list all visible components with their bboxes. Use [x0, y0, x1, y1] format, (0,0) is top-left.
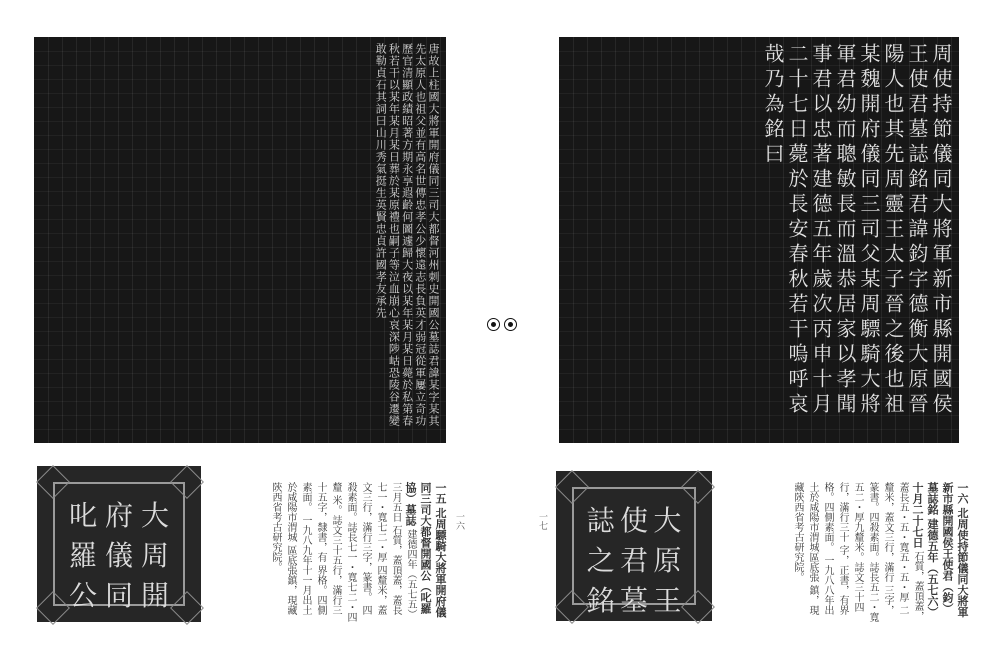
- right-caption-date: 建德五年（五七六）十月二十七日: [911, 482, 939, 618]
- seal-character: 府: [105, 499, 134, 532]
- seal-character: 同: [105, 579, 134, 612]
- seal-character: 儀: [105, 539, 134, 572]
- left-caption: [258, 482, 448, 622]
- right-caption: [770, 482, 970, 622]
- seal-character: 大: [653, 504, 682, 537]
- left-caption-number: 一五: [434, 482, 447, 504]
- left-cover-rubbing: [37, 466, 201, 622]
- seal-character: 開: [141, 579, 170, 612]
- right-cover-seal: [584, 499, 684, 617]
- right-caption-title: 北周使持節儀同大將軍新市縣開國侯王使君（鈞）墓誌銘: [926, 482, 969, 618]
- seal-character: 王: [653, 584, 682, 617]
- right-page-number: 一七: [537, 512, 547, 530]
- left-caption-body: 建德四年（五七五）三月五日 石質，蓋頂蓋，蓋長七一・寬七二・厚 四釐米，蓋文三行，滿行三字，篆書。 四殺素面。誌長七一・寬七二・四釐 米。誌文三十五行，滿行三十五字，隸書，有 界格。四側素面。 一九八九年十一月出土於咸陽市渭城 區底張鎮，現藏陝西省考古研究院。: [270, 482, 416, 622]
- seal-character: 大: [141, 499, 170, 532]
- seal-character: 銘: [586, 584, 615, 617]
- seal-character: 之: [586, 544, 615, 577]
- seal-character: 墓: [620, 584, 649, 617]
- right-caption-body: 石質，蓋頂蓋，蓋長五・五・寬五・五・厚 二釐米，蓋文三行，滿行 三字，篆書。四殺素面。誌長五二・寬 五二・厚九釐米。誌文三十四行，滿行三十 字，正書，有界格。四側素面。 一九八八年出土於咸陽市渭城區底張 鎮，現藏陝西省考古研究院。: [792, 482, 923, 622]
- left-cover-seal: [65, 494, 173, 612]
- gutter-bullet-icon: [504, 318, 517, 331]
- left-inscription-rubbing: [34, 37, 446, 443]
- gutter-bullet-icon: [487, 318, 500, 331]
- seal-character: 原: [653, 544, 682, 577]
- seal-character: 叱: [69, 499, 98, 532]
- seal-character: 使: [620, 504, 649, 537]
- seal-character: 周: [141, 539, 170, 572]
- right-caption-number: 一六: [956, 482, 969, 504]
- seal-character: 君: [620, 544, 649, 577]
- left-rubbing-text: 唐故上柱國大將軍開府儀同三司大都督河州刺史開國公墓誌君諱某字某其先太原人也祖父並有高名世傳忠孝公少懷遠志長負英才弱冠從軍屢立奇功歷官清顯政績昭著方期永享遐齡何圖遽歸大夜以某年某月某日薨於私第春秋若干以某年某月某日葬於某原禮也嗣子等泣血崩心哀深陟岵恐陵谷遷變敢勒貞石其詞曰山川秀氣挺生英賢忠貞許國孝友承先: [374, 43, 440, 427]
- seal-character: 羅: [69, 539, 98, 572]
- right-rubbing-text: 周使持節儀同大將軍新市縣開國侯王使君墓誌銘君諱鈞字德衡大原晉陽人也其先周靈王太子晉之後也祖某魏開府儀同三司父某周驃騎大將軍君幼而聰敏長而溫恭居家以孝聞事君以忠著建德五年歲次丙申十月二十七日薨於長安春秋若干嗚呼哀哉乃為銘曰: [761, 43, 953, 418]
- left-caption-title: 北周驃騎大將軍開府儀同三司大都督開國公（叱羅協）墓誌: [404, 482, 447, 618]
- right-inscription-rubbing: [559, 37, 959, 443]
- left-page-number: 一六: [454, 512, 464, 530]
- right-cover-rubbing: [556, 471, 712, 621]
- seal-character: 公: [69, 579, 98, 612]
- grid-line: [440, 37, 441, 443]
- seal-character: 誌: [586, 504, 615, 537]
